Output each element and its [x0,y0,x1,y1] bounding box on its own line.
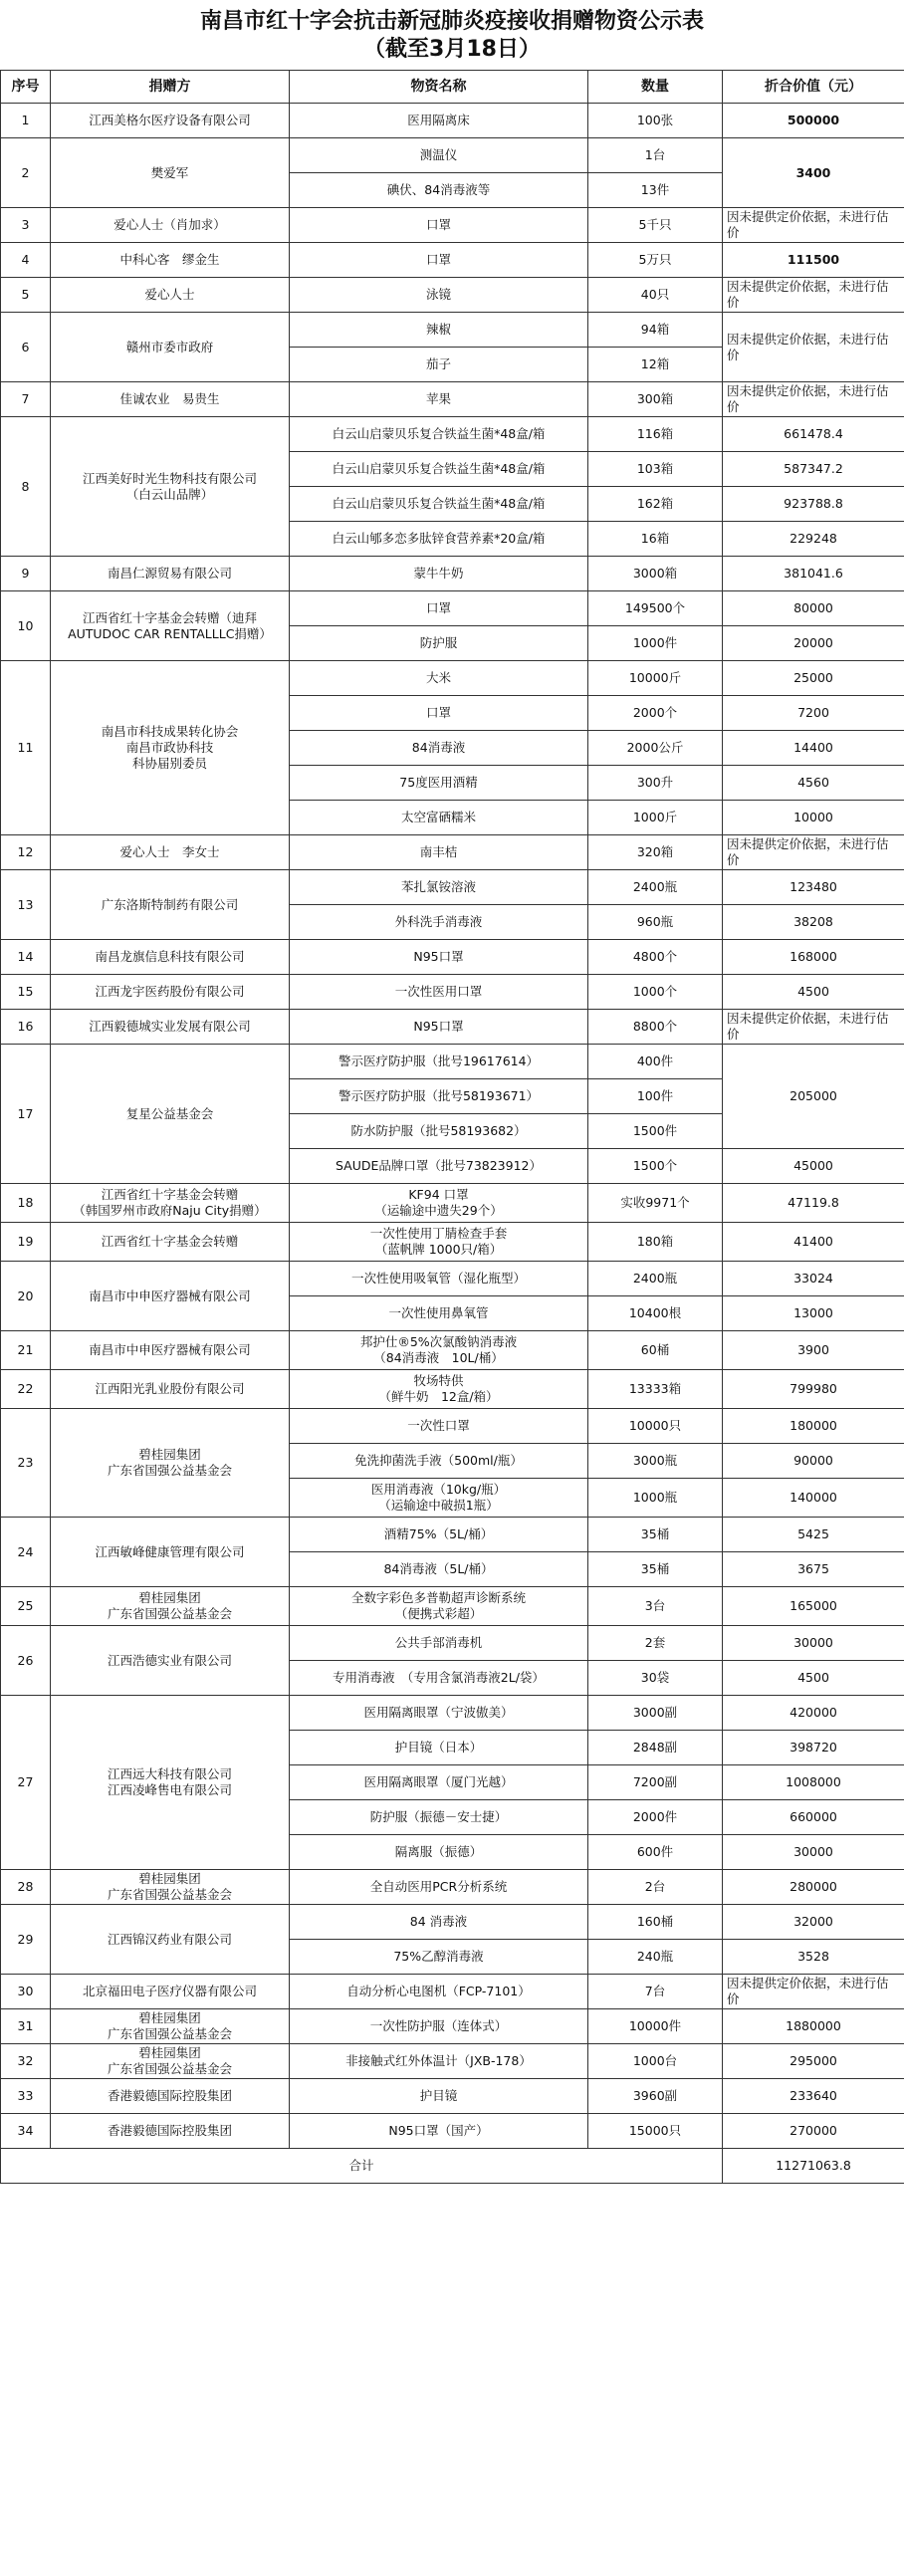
row-number: 24 [1,1518,51,1587]
table-row [1,1370,904,1409]
row-number: 29 [1,1905,51,1975]
item-quantity: 600件 [588,1835,723,1870]
item-value: 因未提供定价依据，未进行估价 [723,382,904,417]
donor-name: 江西远大科技有限公司 江西凌峰售电有限公司 [51,1696,290,1870]
item-value: 3675 [723,1552,904,1587]
item-quantity: 2400瓶 [588,1262,723,1296]
item-name: 苯扎氯铵溶液 [290,870,588,905]
item-quantity: 3960副 [588,2079,723,2114]
item-name: 警示医疗防护服（批号58193671） [290,1079,588,1114]
header-value: 折合价值（元） [723,71,904,104]
table-row [1,382,904,417]
donor-name: 江西省红十字基金会转赠 [51,1223,290,1262]
item-quantity: 40只 [588,278,723,313]
row-number: 5 [1,278,51,313]
table-row [1,1045,904,1079]
item-quantity: 2000件 [588,1800,723,1835]
donor-name: 北京福田电子医疗仪器有限公司 [51,1975,290,2009]
row-number: 27 [1,1696,51,1870]
donor-name: 广东洛斯特制药有限公司 [51,870,290,940]
item-name: 一次性医用口罩 [290,975,588,1010]
item-name: 防护服 [290,626,588,661]
row-number: 23 [1,1409,51,1518]
item-quantity: 13件 [588,173,723,208]
donor-name: 爱心人士 李女士 [51,835,290,870]
item-quantity: 30袋 [588,1661,723,1696]
table-row [1,104,904,138]
total-value: 11271063.8 [723,2149,904,2184]
row-number: 1 [1,104,51,138]
item-quantity: 2套 [588,1626,723,1661]
donor-name: 南昌市科技成果转化协会 南昌市政协科技 科协届别委员 [51,661,290,835]
item-value: 因未提供定价依据，未进行估价 [723,1010,904,1045]
item-quantity: 3000瓶 [588,1444,723,1479]
item-quantity: 5千只 [588,208,723,243]
item-name: 辣椒 [290,313,588,348]
row-number: 30 [1,1975,51,2009]
donor-name: 江西省红十字基金会转赠 （韩国罗州市政府Naju City捐赠） [51,1184,290,1223]
item-name: 免洗抑菌洗手液（500ml/瓶） [290,1444,588,1479]
item-name: 医用隔离床 [290,104,588,138]
table-row [1,208,904,243]
donor-name: 江西浩德实业有限公司 [51,1626,290,1696]
table-row [1,1870,904,1905]
item-value: 923788.8 [723,487,904,522]
item-value: 165000 [723,1587,904,1626]
donor-name: 南昌市中申医疗器械有限公司 [51,1331,290,1370]
row-number: 31 [1,2009,51,2044]
table-row [1,1518,904,1552]
item-name: 泳镜 [290,278,588,313]
item-name: 隔离服（振德） [290,1835,588,1870]
item-quantity: 10000斤 [588,661,723,696]
header-item: 物资名称 [290,71,588,104]
header-donor: 捐赠方 [51,71,290,104]
table-row [1,138,904,173]
item-quantity: 2000个 [588,696,723,731]
item-name: 84消毒液（5L/桶） [290,1552,588,1587]
item-value: 因未提供定价依据，未进行估价 [723,278,904,313]
donor-name: 爱心人士 [51,278,290,313]
item-value: 270000 [723,2114,904,2149]
item-name: 大米 [290,661,588,696]
item-value: 398720 [723,1731,904,1765]
page-subtitle: （截至3月18日） [363,37,541,62]
item-name: 蒙牛牛奶 [290,557,588,591]
item-name: 84消毒液 [290,731,588,766]
page-title: 南昌市红十字会抗击新冠肺炎疫接收捐赠物资公示表 [199,9,704,34]
donor-name: 江西美好时光生物科技有限公司 （白云山品牌） [51,417,290,557]
item-quantity: 1000台 [588,2044,723,2079]
item-name: 一次性防护服（连体式） [290,2009,588,2044]
table-row [1,1223,904,1262]
item-value: 5425 [723,1518,904,1552]
table-row [1,870,904,905]
item-name: 碘伏、84消毒液等 [290,173,588,208]
item-name: 外科洗手消毒液 [290,905,588,940]
row-number: 6 [1,313,51,382]
item-name: 公共手部消毒机 [290,1626,588,1661]
donor-name: 南昌龙旗信息科技有限公司 [51,940,290,975]
item-quantity: 300升 [588,766,723,801]
item-name: 茄子 [290,348,588,382]
item-quantity: 116箱 [588,417,723,452]
item-quantity: 100张 [588,104,723,138]
item-name: N95口罩 [290,940,588,975]
row-number: 12 [1,835,51,870]
donor-name: 南昌市中申医疗器械有限公司 [51,1262,290,1331]
table-row [1,835,904,870]
table-row [1,661,904,696]
row-number: 7 [1,382,51,417]
donor-name: 江西美格尔医疗设备有限公司 [51,104,290,138]
item-name: 口罩 [290,591,588,626]
item-value: 229248 [723,522,904,557]
item-name: 一次性使用丁腈检查手套 （蓝帆牌 1000只/箱） [290,1223,588,1262]
item-quantity: 2848副 [588,1731,723,1765]
item-name: 口罩 [290,243,588,278]
table-row [1,417,904,452]
donor-name: 碧桂园集团 广东省国强公益基金会 [51,1587,290,1626]
item-name: 南丰桔 [290,835,588,870]
table-row [1,1184,904,1223]
table-row [1,1975,904,2009]
item-quantity: 400件 [588,1045,723,1079]
item-quantity: 3台 [588,1587,723,1626]
total-label: 合计 [1,2149,723,2184]
item-value: 168000 [723,940,904,975]
item-quantity: 16箱 [588,522,723,557]
donor-name: 中科心客 缪金生 [51,243,290,278]
item-name: 测温仪 [290,138,588,173]
item-quantity: 1000瓶 [588,1479,723,1518]
item-value: 因未提供定价依据，未进行估价 [723,1975,904,2009]
table-row [1,591,904,626]
donor-name: 佳诚农业 易贵生 [51,382,290,417]
row-number: 16 [1,1010,51,1045]
row-number: 28 [1,1870,51,1905]
row-number: 25 [1,1587,51,1626]
item-name: 专用消毒液 （专用含氯消毒液2L/袋） [290,1661,588,1696]
donor-name: 香港毅德国际控股集团 [51,2079,290,2114]
item-quantity: 180箱 [588,1223,723,1262]
item-name: N95口罩 [290,1010,588,1045]
item-name: N95口罩（国产） [290,2114,588,2149]
item-value: 30000 [723,1835,904,1870]
item-name: 护目镜（日本） [290,1731,588,1765]
item-value: 587347.2 [723,452,904,487]
item-quantity: 10000只 [588,1409,723,1444]
item-value: 因未提供定价依据，未进行估价 [723,208,904,243]
item-name: 白云山郇多恋多肽锌食营养素*20盒/箱 [290,522,588,557]
donor-name: 江西省红十字基金会转赠（迪拜 AUTUDOC CAR RENTALLLC捐赠） [51,591,290,661]
item-value: 因未提供定价依据，未进行估价 [723,835,904,870]
item-quantity: 10400根 [588,1296,723,1331]
item-value: 33024 [723,1262,904,1296]
row-number: 33 [1,2079,51,2114]
item-name: 一次性使用鼻氧管 [290,1296,588,1331]
table-row [1,243,904,278]
item-value: 4500 [723,975,904,1010]
item-quantity: 7台 [588,1975,723,2009]
item-value: 80000 [723,591,904,626]
title-block [0,0,904,70]
header-qty: 数量 [588,71,723,104]
item-name: 酒精75%（5L/桶） [290,1518,588,1552]
item-value: 111500 [723,243,904,278]
row-number: 34 [1,2114,51,2149]
item-value: 4560 [723,766,904,801]
item-value: 90000 [723,1444,904,1479]
item-name: 警示医疗防护服（批号19617614） [290,1045,588,1079]
row-number: 18 [1,1184,51,1223]
item-value: 180000 [723,1409,904,1444]
item-name: 一次性使用吸氧管（湿化瓶型） [290,1262,588,1296]
table-row [1,1905,904,1940]
donation-table [0,70,904,2184]
item-name: 医用隔离眼罩（宁波傲美） [290,1696,588,1731]
item-value: 500000 [723,104,904,138]
item-quantity: 4800个 [588,940,723,975]
item-value: 47119.8 [723,1184,904,1223]
item-name: 全自动医用PCR分析系统 [290,1870,588,1905]
table-row [1,1331,904,1370]
item-name: 自动分析心电图机（FCP-7101） [290,1975,588,2009]
row-number: 9 [1,557,51,591]
item-value: 3528 [723,1940,904,1975]
item-name: 护目镜 [290,2079,588,2114]
donor-name: 复星公益基金会 [51,1045,290,1184]
item-value: 1880000 [723,2009,904,2044]
table-row [1,2044,904,2079]
item-value: 7200 [723,696,904,731]
item-value: 14400 [723,731,904,766]
row-number: 4 [1,243,51,278]
item-value: 10000 [723,801,904,835]
table-row [1,1010,904,1045]
item-value: 799980 [723,1370,904,1409]
item-value: 140000 [723,1479,904,1518]
item-name: 白云山启蒙贝乐复合铁益生菌*48盒/箱 [290,487,588,522]
item-value: 32000 [723,1905,904,1940]
item-value: 3900 [723,1331,904,1370]
item-value: 45000 [723,1149,904,1184]
item-quantity: 1000件 [588,626,723,661]
item-name: 75%乙醇消毒液 [290,1940,588,1975]
item-name: 84 消毒液 [290,1905,588,1940]
item-value: 13000 [723,1296,904,1331]
row-number: 21 [1,1331,51,1370]
item-name: 苹果 [290,382,588,417]
item-value: 1008000 [723,1765,904,1800]
donor-name: 江西锦汉药业有限公司 [51,1905,290,1975]
item-name: 太空富硒糯米 [290,801,588,835]
item-quantity: 8800个 [588,1010,723,1045]
item-quantity: 1000个 [588,975,723,1010]
item-name: 口罩 [290,696,588,731]
table-row [1,2079,904,2114]
table-row [1,1626,904,1661]
item-value: 3400 [723,138,904,208]
item-value: 123480 [723,870,904,905]
item-value: 38208 [723,905,904,940]
row-number: 3 [1,208,51,243]
table-row [1,1587,904,1626]
item-quantity: 149500个 [588,591,723,626]
header-no: 序号 [1,71,51,104]
donor-name: 香港毅德国际控股集团 [51,2114,290,2149]
row-number: 15 [1,975,51,1010]
table-row [1,313,904,348]
donor-name: 碧桂园集团 广东省国强公益基金会 [51,2009,290,2044]
donor-name: 爱心人士（肖加求） [51,208,290,243]
donor-name: 江西毅德城实业发展有限公司 [51,1010,290,1045]
donor-name: 赣州市委市政府 [51,313,290,382]
item-quantity: 103箱 [588,452,723,487]
item-quantity: 2400瓶 [588,870,723,905]
item-quantity: 实收9971个 [588,1184,723,1223]
item-value: 661478.4 [723,417,904,452]
item-name: 75度医用酒精 [290,766,588,801]
item-quantity: 10000件 [588,2009,723,2044]
item-quantity: 94箱 [588,313,723,348]
item-name: 邦护仕®5%次氯酸钠消毒液 （84消毒液 10L/桶） [290,1331,588,1370]
row-number: 20 [1,1262,51,1331]
item-quantity: 2台 [588,1870,723,1905]
item-name: 白云山启蒙贝乐复合铁益生菌*48盒/箱 [290,417,588,452]
item-name: 医用消毒液（10kg/瓶） （运输途中破损1瓶） [290,1479,588,1518]
item-value: 因未提供定价依据，未进行估价 [723,313,904,382]
donor-name: 樊爱军 [51,138,290,208]
item-name: KF94 口罩 （运输途中遗失29个） [290,1184,588,1223]
item-quantity: 7200副 [588,1765,723,1800]
item-name: 牧场特供 （鲜牛奶 12盒/箱） [290,1370,588,1409]
donor-name: 南昌仁源贸易有限公司 [51,557,290,591]
table-row [1,2009,904,2044]
item-quantity: 60桶 [588,1331,723,1370]
item-value: 41400 [723,1223,904,1262]
item-name: 口罩 [290,208,588,243]
item-value: 280000 [723,1870,904,1905]
row-number: 2 [1,138,51,208]
row-number: 19 [1,1223,51,1262]
donor-name: 碧桂园集团 广东省国强公益基金会 [51,1409,290,1518]
row-number: 26 [1,1626,51,1696]
item-value: 420000 [723,1696,904,1731]
table-row [1,1696,904,1731]
item-name: 非接触式红外体温计（JXB-178） [290,2044,588,2079]
item-quantity: 15000只 [588,2114,723,2149]
item-name: 防护服（振德－安士捷） [290,1800,588,1835]
row-number: 11 [1,661,51,835]
item-quantity: 3000箱 [588,557,723,591]
table-row [1,557,904,591]
item-quantity: 13333箱 [588,1370,723,1409]
row-number: 32 [1,2044,51,2079]
item-quantity: 1台 [588,138,723,173]
row-number: 17 [1,1045,51,1184]
donor-name: 江西龙宇医药股份有限公司 [51,975,290,1010]
item-value: 295000 [723,2044,904,2079]
item-value: 233640 [723,2079,904,2114]
item-value: 4500 [723,1661,904,1696]
item-name: 一次性口罩 [290,1409,588,1444]
item-name: 医用隔离眼罩（厦门光越） [290,1765,588,1800]
item-quantity: 160桶 [588,1905,723,1940]
table-header-row [1,71,904,104]
item-value: 20000 [723,626,904,661]
item-quantity: 12箱 [588,348,723,382]
item-quantity: 5万只 [588,243,723,278]
item-value: 25000 [723,661,904,696]
item-name: 全数字彩色多普勒超声诊断系统 （便携式彩超） [290,1587,588,1626]
table-row [1,1262,904,1296]
item-quantity: 100件 [588,1079,723,1114]
row-number: 13 [1,870,51,940]
table-row [1,940,904,975]
item-name: 白云山启蒙贝乐复合铁益生菌*48盒/箱 [290,452,588,487]
item-value: 660000 [723,1800,904,1835]
table-row [1,2114,904,2149]
table-body [1,104,904,2149]
item-quantity: 1000斤 [588,801,723,835]
row-number: 8 [1,417,51,557]
item-quantity: 3000副 [588,1696,723,1731]
item-quantity: 300箱 [588,382,723,417]
row-number: 22 [1,1370,51,1409]
donor-name: 江西敏峰健康管理有限公司 [51,1518,290,1587]
item-value: 205000 [723,1045,904,1149]
item-quantity: 960瓶 [588,905,723,940]
item-quantity: 35桶 [588,1518,723,1552]
item-quantity: 240瓶 [588,1940,723,1975]
item-value: 30000 [723,1626,904,1661]
item-quantity: 1500件 [588,1114,723,1149]
total-row [1,2149,904,2184]
item-name: SAUDE品牌口罩（批号73823912） [290,1149,588,1184]
item-name: 防水防护服（批号58193682） [290,1114,588,1149]
item-quantity: 2000公斤 [588,731,723,766]
donor-name: 碧桂园集团 广东省国强公益基金会 [51,1870,290,1905]
item-value: 381041.6 [723,557,904,591]
item-quantity: 320箱 [588,835,723,870]
table-row [1,278,904,313]
row-number: 10 [1,591,51,661]
donor-name: 江西阳光乳业股份有限公司 [51,1370,290,1409]
donor-name: 碧桂园集团 广东省国强公益基金会 [51,2044,290,2079]
row-number: 14 [1,940,51,975]
table-row [1,975,904,1010]
table-row [1,1409,904,1444]
item-quantity: 35桶 [588,1552,723,1587]
item-quantity: 1500个 [588,1149,723,1184]
item-quantity: 162箱 [588,487,723,522]
